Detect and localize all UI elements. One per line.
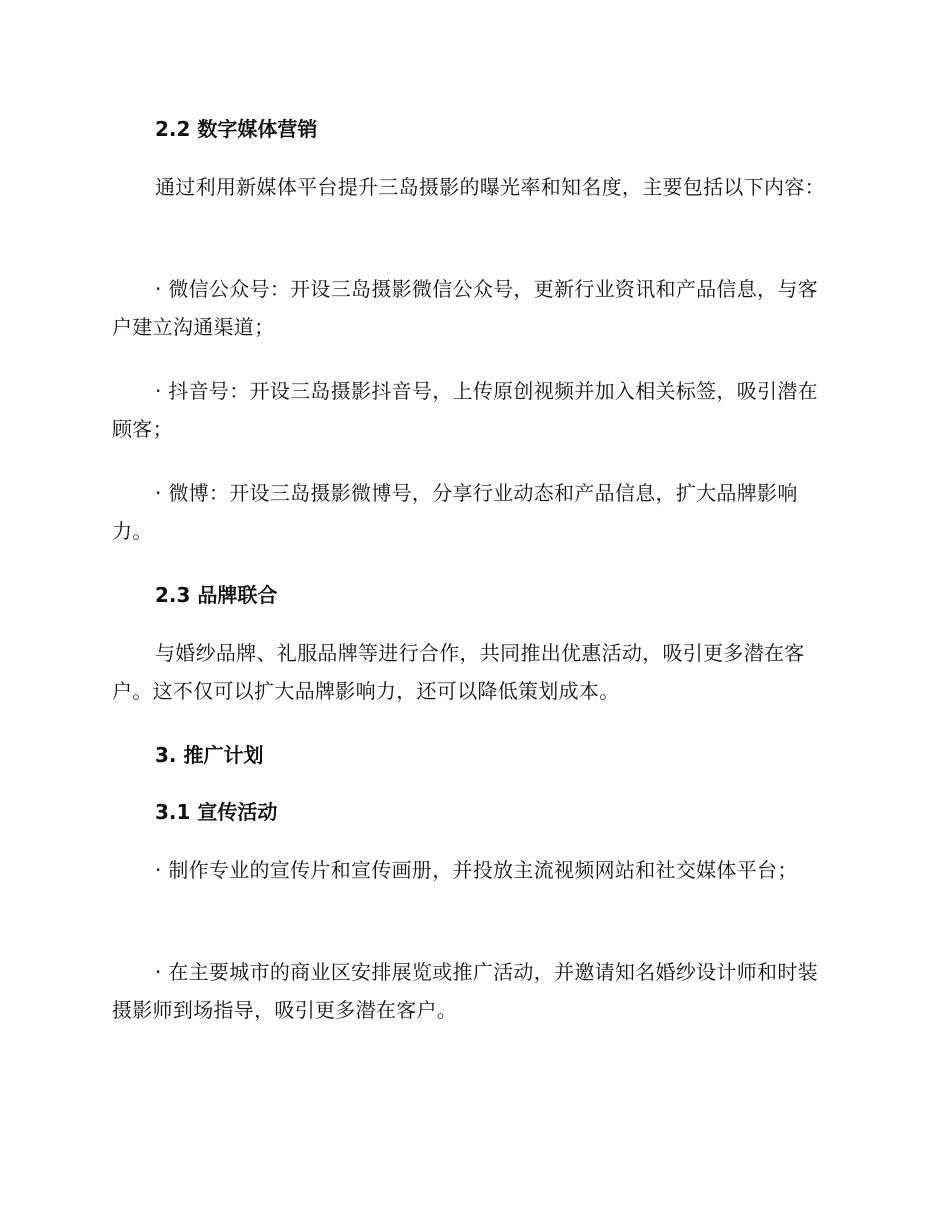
paragraph	[112, 634, 836, 710]
section-heading: 2.2 数字媒体营销	[155, 117, 318, 141]
bullet-item	[112, 270, 836, 346]
paragraph-text: 通过利用新媒体平台提升三岛摄影的曝光率和知名度，主要包括以下内容：	[155, 175, 825, 199]
bullet-item	[112, 372, 836, 448]
paragraph	[112, 168, 836, 206]
bullet-text: · 微信公众号：开设三岛摄影微信公众号，更新行业资讯和产品信息，与客户建立沟通渠道；	[112, 277, 818, 339]
bullet-text: · 抖音号：开设三岛摄影抖音号，上传原创视频并加入相关标签，吸引潜在顾客；	[112, 379, 818, 441]
section-heading: 3. 推广计划	[155, 743, 264, 767]
bullet-text: · 制作专业的宣传片和宣传画册，并投放主流视频网站和社交媒体平台；	[155, 858, 798, 882]
bullet-item	[112, 851, 836, 889]
paragraph-text: 与婚纱品牌、礼服品牌等进行合作，共同推出优惠活动，吸引更多潜在客户。这不仅可以扩大品牌影响力，还可以降低策划成本。	[112, 641, 805, 703]
section-heading: 2.3 品牌联合	[155, 583, 278, 607]
bullet-item	[112, 953, 836, 1029]
section-heading: 3.1 宣传活动	[155, 800, 278, 824]
bullet-text: · 在主要城市的商业区安排展览或推广活动，并邀请知名婚纱设计师和时装摄影师到场指导，吸引更多潜在客户。	[112, 960, 818, 1022]
bullet-item	[112, 474, 836, 550]
bullet-text: · 微博：开设三岛摄影微博号，分享行业动态和产品信息，扩大品牌影响力。	[112, 481, 798, 543]
